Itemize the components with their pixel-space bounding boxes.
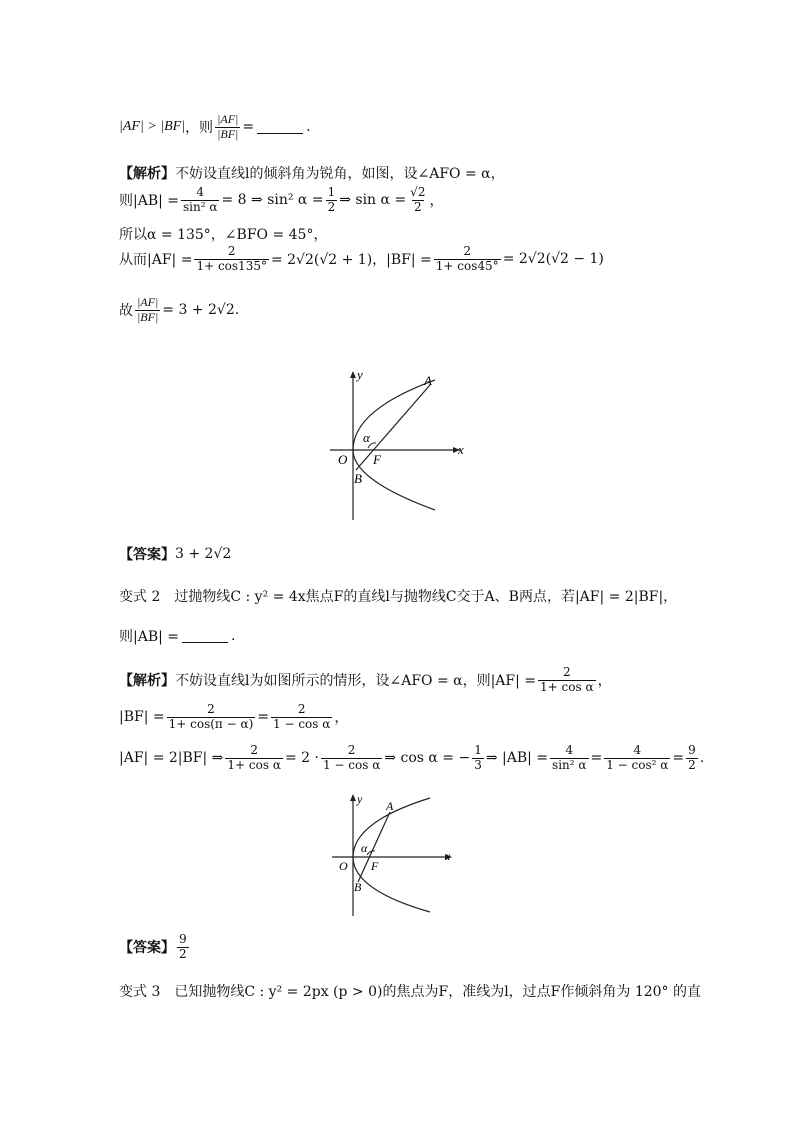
label-x: x — [445, 849, 451, 863]
solution1-l4-a: 从而|AF| = — [119, 252, 193, 269]
frac-num: 2 — [463, 244, 472, 258]
frac-den: 1+ cos α — [227, 757, 281, 772]
frac-den: 1 − cos² α — [606, 757, 669, 772]
intro-equals: = — [242, 119, 255, 136]
label-O: O — [339, 859, 348, 873]
solution1-l4-b: = 2√2(√2 + 1)，|BF| = — [270, 252, 432, 269]
solution2-l2-c: ， — [334, 710, 349, 727]
solution2-l3-g: = — [672, 750, 685, 767]
frac-num: 2 — [227, 244, 236, 258]
answer-blank — [257, 121, 303, 134]
solution1-line3 — [119, 224, 327, 244]
label-O: O — [338, 452, 348, 467]
solution2-l2-b: = — [257, 709, 270, 726]
solution1-line5 — [119, 296, 239, 325]
frac-num: 2 — [207, 702, 215, 716]
solution2-frac-bf2 — [271, 703, 332, 732]
solution1-ratio — [135, 296, 160, 325]
solution2-l1-b: ， — [597, 673, 612, 690]
intro-end: . — [306, 119, 311, 136]
intro-condition: |AF| > |BF| — [119, 119, 186, 135]
frac-den: 2 — [327, 199, 336, 214]
solution2-line2 — [119, 703, 348, 732]
solution2-l3-e: = — [590, 750, 603, 767]
frac-den: 2 — [179, 946, 187, 961]
solution2-frac-bf1 — [167, 703, 256, 732]
frac-num: 2 — [347, 743, 356, 757]
label-alpha: α — [361, 841, 368, 855]
solution2-frac4 — [550, 744, 588, 773]
answer1-line — [119, 544, 231, 564]
intro-then: ，则 — [185, 120, 214, 137]
solution2-l3-h: . — [699, 750, 705, 767]
solution1-text1: 不妨设直线l的倾斜角为锐角，如图，设∠AFO = α， — [175, 166, 505, 182]
solution1-tag: 【解析】 — [119, 166, 175, 182]
parabola-curve — [353, 798, 430, 912]
parabola-figure-1 — [320, 365, 470, 525]
solution1-line4 — [119, 245, 604, 274]
solution1-l4-c: = 2√2(√2 − 1) — [502, 251, 604, 268]
frac-den: sin² α — [552, 757, 587, 772]
solution2-frac5 — [604, 744, 670, 773]
solution2-line1 — [119, 666, 612, 695]
variant3-text1: 变式 3 已知抛物线C : y² = 2px (p > 0)的焦点为F，准线为l，过点F作倾斜角为 120° 的直 — [119, 984, 702, 1000]
label-y: y — [357, 367, 363, 382]
solution2-l2-a: |BF| = — [119, 709, 165, 726]
frac-num: 4 — [196, 185, 205, 199]
solution2-l3-c: ⇒ cos α = − — [384, 750, 471, 767]
frac-den: 1+ cos α — [540, 679, 594, 694]
frac-num: 4 — [633, 743, 642, 757]
solution1-l3: 所以α = 135°，∠BFO = 45°， — [119, 227, 328, 243]
solution2-l3-a: |AF| = 2|BF| ⇒ — [119, 750, 224, 767]
intro-ratio-num: |AF| — [217, 112, 239, 126]
frac-den: sin² α — [183, 199, 218, 214]
label-F: F — [371, 859, 379, 873]
intro-line — [119, 113, 311, 142]
frac-num: 1 — [327, 185, 336, 199]
variant2-text1: 变式 2 过抛物线C : y² = 4x焦点F的直线l与抛物线C交于A、B两点，若|AF| = 2|BF|， — [119, 589, 678, 605]
focal-chord — [356, 385, 430, 470]
label-B: B — [354, 880, 362, 894]
frac-num: 1 — [474, 743, 482, 757]
frac-den: 1+ cos135° — [196, 258, 267, 273]
solution2-l1-a: 不妨设直线l为如图所示的情形，设∠AFO = α，则|AF| = — [175, 673, 537, 690]
label-B: B — [354, 471, 362, 486]
parabola-figure-2 — [320, 790, 460, 920]
solution1-line2 — [119, 186, 443, 215]
frac-den: 1+ cos45° — [435, 258, 499, 273]
intro-ratio-den: |BF| — [217, 126, 239, 141]
answer2-line — [119, 933, 191, 962]
frac-den: 1+ cos(π − α) — [168, 716, 254, 731]
frac-num: 2 — [562, 665, 571, 679]
answer1-tag: 【答案】 — [119, 547, 175, 563]
solution2-frac-af — [538, 666, 596, 695]
frac-den: 2 — [413, 199, 422, 214]
frac-num: √2 — [410, 185, 426, 199]
variant2-line1 — [119, 586, 677, 606]
frac-num: |AF| — [137, 295, 159, 309]
intro-ratio — [215, 113, 240, 142]
solution1-frac-root2-over-2 — [408, 186, 427, 215]
solution2-l3-d: ⇒ |AB| = — [485, 750, 549, 767]
solution1-l5-b: = 3 + 2√2. — [162, 302, 240, 319]
solution1-l5-a: 故 — [119, 303, 133, 320]
solution2-line3 — [119, 744, 704, 773]
label-F: F — [373, 452, 381, 467]
variant2-text2: 则|AB| = — [119, 629, 180, 645]
frac-num: 9 — [179, 932, 187, 946]
solution1-frac-af — [194, 245, 269, 274]
label-A: A — [386, 799, 394, 813]
label-x: x — [458, 442, 464, 457]
variant3-line1 — [119, 981, 701, 1001]
frac-num: 2 — [250, 743, 258, 757]
solution1-l2-b: = 8 ⇒ sin² α = — [221, 192, 324, 209]
frac-num: 9 — [688, 743, 696, 757]
solution1-frac-half — [326, 186, 338, 215]
label-A: A — [424, 373, 432, 388]
answer-blank — [182, 630, 228, 643]
solution1-l2-c: ⇒ sin α = — [339, 192, 407, 209]
answer1-value: 3 + 2√2 — [175, 546, 232, 562]
label-y: y — [357, 792, 363, 806]
frac-den: |BF| — [137, 309, 159, 324]
y-axis-arrow — [350, 794, 356, 801]
frac-den: 1 − cos α — [273, 716, 331, 731]
answer2-tag: 【答案】 — [119, 940, 175, 957]
solution1-line1 — [119, 163, 505, 183]
frac-num: 4 — [565, 743, 574, 757]
solution1-l2-a: 则|AB| = — [119, 193, 180, 210]
variant2-line2: 则|AB| = . — [119, 628, 236, 645]
solution2-tag: 【解析】 — [119, 673, 175, 690]
label-alpha: α — [363, 430, 370, 445]
solution2-frac6 — [686, 744, 698, 773]
answer2-fraction — [177, 933, 189, 962]
frac-num: 2 — [297, 702, 306, 716]
solution2-l3-b: = 2 · — [284, 750, 319, 767]
solution2-frac3 — [472, 744, 484, 773]
solution2-frac2 — [321, 744, 382, 773]
solution1-frac-bf — [434, 245, 501, 274]
frac-den: 2 — [688, 757, 696, 772]
parabola-curve — [353, 380, 435, 510]
solution1-l2-d: ， — [429, 193, 444, 210]
solution2-frac1 — [225, 744, 283, 773]
solution1-frac-4-over-sin2 — [181, 186, 219, 215]
frac-den: 1 − cos α — [322, 757, 381, 772]
y-axis-arrow — [350, 371, 356, 378]
frac-den: 3 — [474, 757, 482, 772]
